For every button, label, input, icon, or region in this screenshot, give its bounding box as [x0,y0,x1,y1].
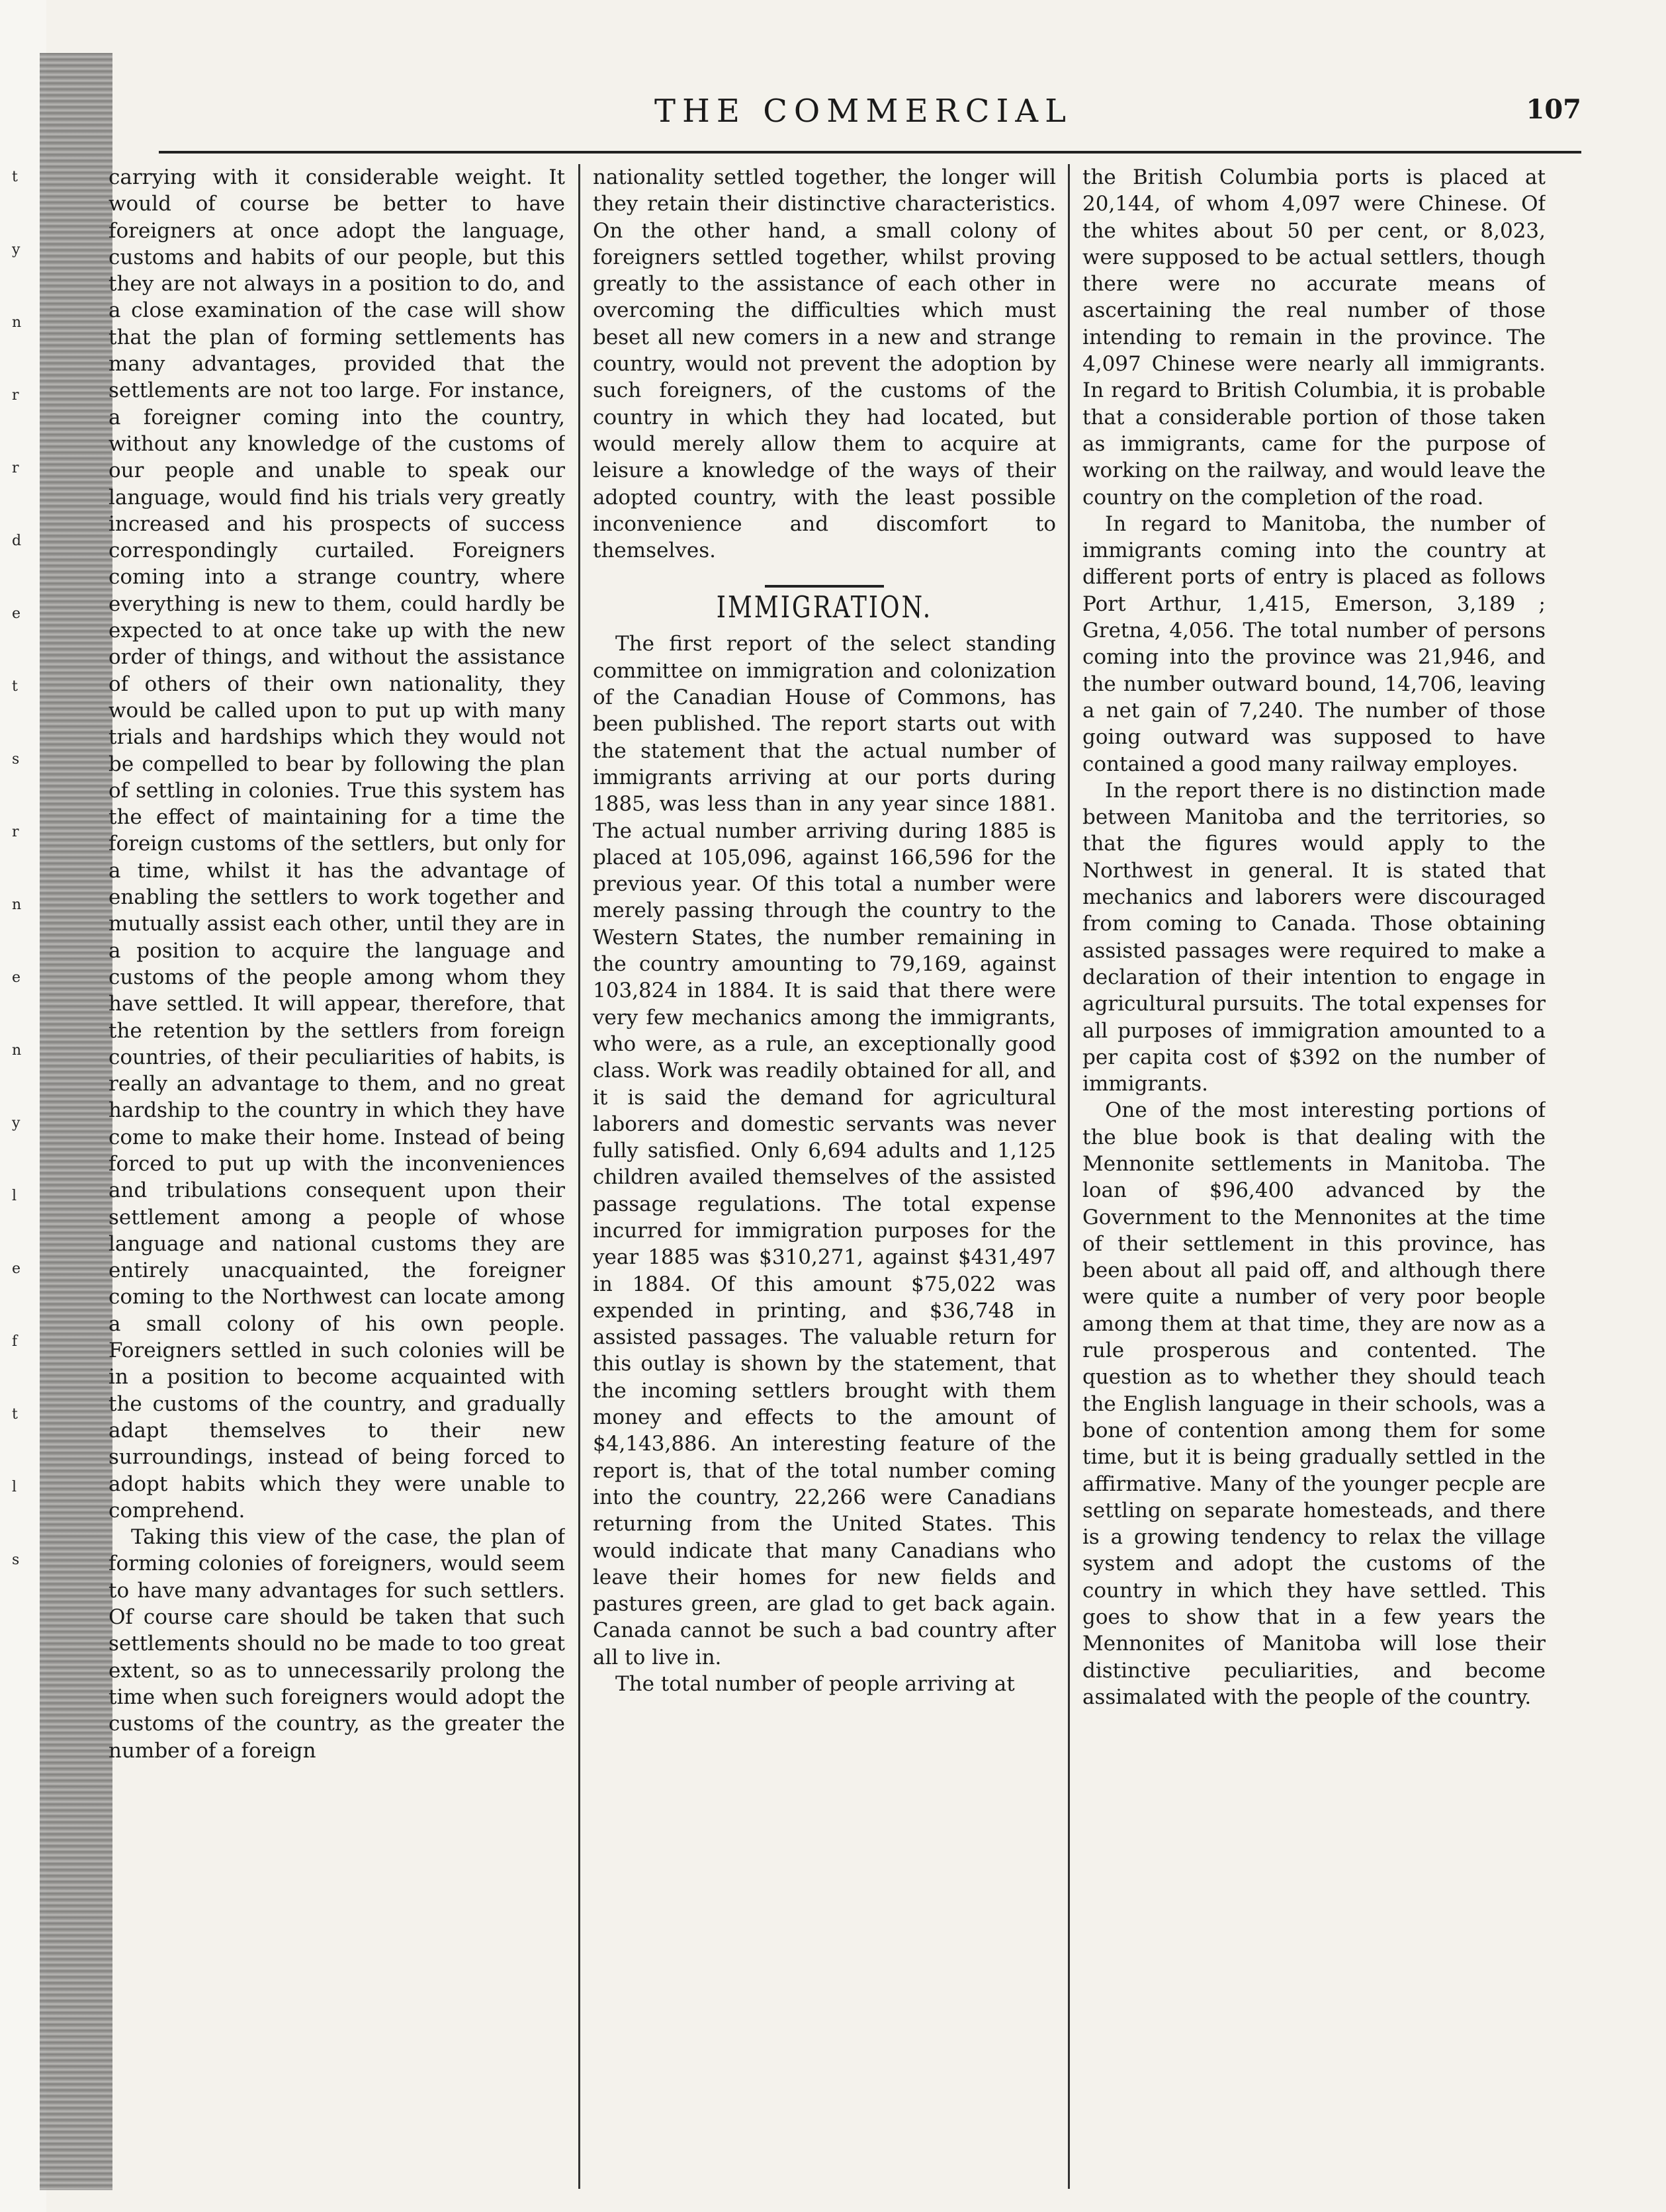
column-2 [593,164,1056,2189]
page-header [139,91,1588,131]
margin-letter: l [12,1479,17,1495]
col3-paragraph-4: One of the most interesting portions of the blue book is that dealing with the Mennonite settlements in Manitoba. The loan of $96,400 advanced by the Government to the Mennonites at the time of their settlement in this province, has been about all paid off, and although there were quite a number of very poor beople among them at that time, they are now as a rule prosperous and contented. The question as to whether they should teach the English language in their schools, was a bone of contention among them for some time, but it is being gradually settled in the affirmative. Many of the younger pecple are settling on separate homesteads, and there is a growing tendency to relax the village system and adopt the customs of the country in which they have settled. This goes to show that in a few years the Mennonites of Manitoba will lose their distinctive peculiarities, and become assimalated with the people of the country. [1082,1098,1546,1709]
margin-letter: e [12,1261,21,1277]
margin-letter: d [12,533,22,549]
margin-letter: s [12,751,20,768]
margin-letter: t [12,678,18,695]
column-3 [1082,164,1546,2189]
column-1 [109,164,565,2189]
header-rule [159,151,1581,154]
margin-letter: n [12,1042,22,1059]
col2-paragraph-3: The total number of people arriving at [615,1672,1015,1697]
col3-paragraph-1: the British Columbia ports is placed at 20,144, of whom 4,097 were Chinese. Of the whites about 50 per cent, or 8,023, were supposed to be actual settlers, though there were no accurate means of ascertaining the real number of those intending to remain in the province. The 4,097 Chinese were nearly all immigrants. In regard to British Columbia, it is probable that a considerable portion of those taken as immigrants, came for the purpose of working on the railway, and would leave the country on the completion of the road. [1082,165,1546,509]
col3-paragraph-2: In regard to Manitoba, the number of immigrants coming into the country at different ports of entry is placed as follows Port Arthur, 1,415, Emerson, 3,189 ; Gretna, 4,056. The total number of persons coming into the province was 21,946, and the number outward bound, 14,706, leaving a net gain of 7,240. The number of those going outward was supposed to have contained a good many railway employes. [1082,511,1546,776]
margin-letter: y [12,1115,21,1131]
col2-paragraph-2: The first report of the select standing committee on immigration and colonization of the Canadian House of Commons, has been published. The report starts out with the statement that the actual number of immigrants arriving at our ports during 1885, was less than in any year since 1881. The actual number arriving during 1885 is placed at 105,096, against 166,596 for the previous year. Of this total a number were merely passing through the country to the Western States, the number remaining in the country amounting to 79,169, against 103,824 in 1884. It is said that there were very few mechanics among the immigrants, who were, as a rule, an exceptionally good class. Work was readily obtained for all, and it is said the demand for agricultural laborers and domestic servants was never fully satisfied. Only 6,694 adults and 1,125 children availed themselves of the assisted passage regulations. The total expense incurred for immigration purposes for the year 1885 was $310,271, against $431,497 in 1884. Of this amount $75,022 was expended in printing, and $36,748 in assisted passages. The valuable return for this outlay is shown by the statement, that the incoming settlers brought with them money and effects to the amount of $4,143,886. An interesting feature of the report is, that of the total number coming into the country, 22,266 were Canadians returning from the United States. This would indicate that many Canadians who leave their homes for new fields and pastures green, are glad to get back again. Canada cannot be such a bad country after all to live in. [593,632,1056,1669]
margin-letter: r [12,387,19,404]
col1-paragraph-2: Taking this view of the case, the plan of forming colonies of foreigners, would seem to have many advantages for such settlers. Of course care should be taken that such settlements should no be made to too great extent, so as to unnecessarily prolong the time when such foreigners would adopt the customs of the country, as the greater the number of a foreign [109,1525,565,1763]
column-divider-2 [1068,164,1070,2189]
column-divider-1 [578,164,580,2189]
margin-letter: f [12,1333,18,1350]
margin-letter: e [12,605,21,622]
col3-paragraph-3: In the report there is no distinction made between Manitoba and the territories, so that the figures would apply to the Northwest in general. It is stated that mechanics and laborers were discouraged from coming to Canada. Those obtaining assisted passages were required to make a declaration of their intention to engage in agricultural pursuits. The total expenses for all purposes of immigration amounted to a per capita cost of $392 on the number of immigrants. [1082,778,1546,1096]
col2-paragraph-1: nationality settled together, the longer will they retain their distinctive characteristics. On the other hand, a small colony of foreigners settled together, whilst proving greatly to the assistance of each other in overcoming the difficulties which must beset all new comers in a new and strange country, would not prevent the adoption by such foreigners, of the customs of the country in which they had located, but would merely allow them to acquire at leisure a knowledge of the ways of their adopted country, with the least possible inconvenience and discomfort to themselves. [593,165,1056,563]
page-number: 107 [1526,94,1581,125]
margin-letter: r [12,824,19,840]
scan-shadow [40,53,112,2190]
masthead-title: THE COMMERCIAL [654,93,1073,130]
margin-letter: s [12,1552,20,1568]
margin-letter: r [12,460,19,476]
section-heading-immigration: IMMIGRATION. [716,591,933,625]
margin-letter: t [12,169,18,185]
margin-letter: l [12,1188,17,1204]
margin-letter: n [12,897,22,913]
section-separator [765,585,884,588]
col1-paragraph-1: carrying with it considerable weight. It would of course be better to have foreigners at once adopt the language, customs and habits of our people, but this they are not always in a position to do, and a close examination of the case will show that the plan of forming settlements has many advantages, provided that the settlements are not too large. For instance, a foreigner coming into the country, without any knowledge of the customs of our people and unable to speak our language, would find his trials very greatly increased and his prospects of success correspondingly curtailed. Foreigners coming into a strange country, where everything is new to them, could hardly be expected to at once take up with the new order of things, and without the assistance of others of their own nationality, they would be called upon to put up with many trials and hardships which they would not be compelled to bear by following the plan of settling in colonies. True this system has the effect of maintaining for a time the foreign customs of the settlers, but only for a time, whilst it has the advantage of enabling the settlers to work together and mutually assist each other, until they are in a position to acquire the language and customs of the people among whom they have settled. It will appear, therefore, that the retention by the settlers from foreign countries, of their peculiarities of habits, is really an advantage to them, and no great hardship to the country in which they have come to make their home. Instead of being forced to put up with the inconveniences and tribulations consequent upon their settlement among a people of whose language and national customs they are entirely unacquainted, the foreigner coming to the Northwest can locate among a small colony of his own people. Foreigners settled in such colonies will be in a position to become acquainted with the customs of the country, and gradually adapt themselves to their new surroundings, instead of being forced to adopt habits which they were unable to comprehend. [109,165,565,1523]
margin-letter: n [12,314,22,331]
margin-letter: y [12,242,21,258]
margin-letter: e [12,969,21,986]
margin-letter: t [12,1406,18,1423]
